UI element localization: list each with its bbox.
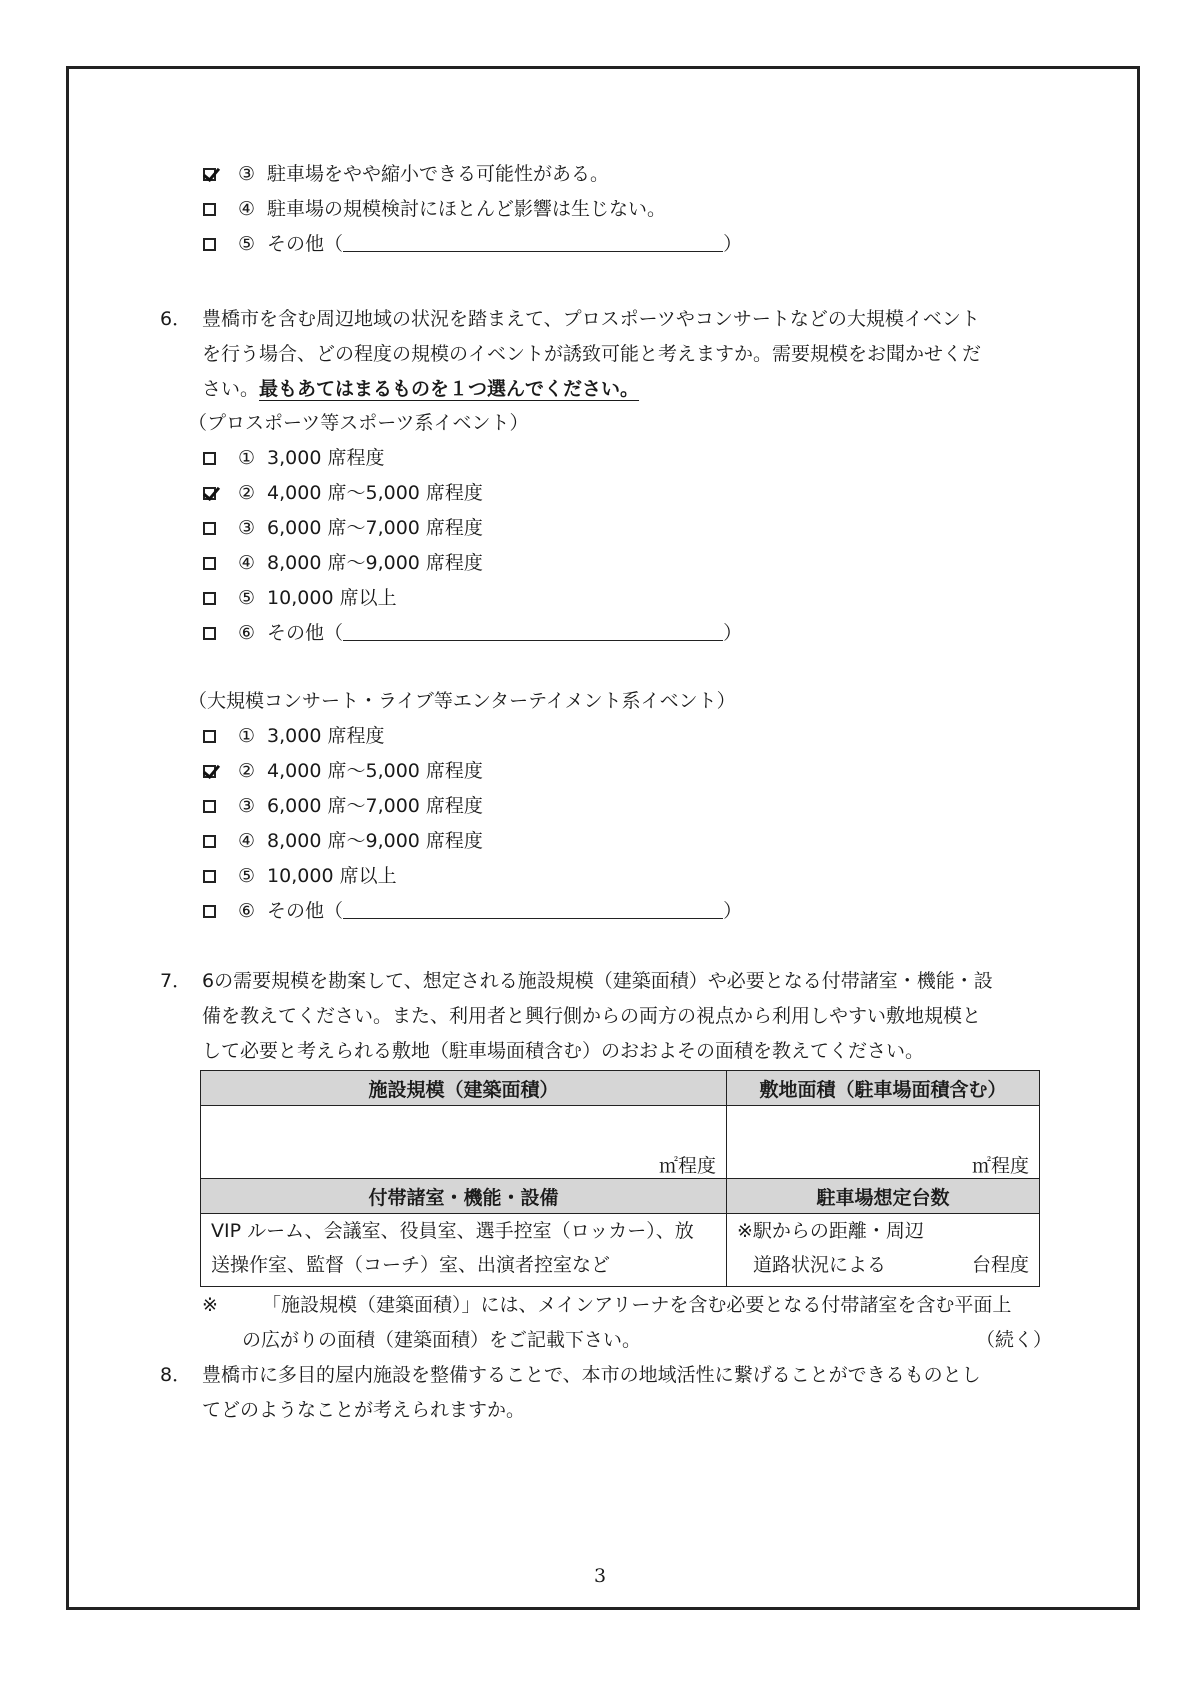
- q6-concert-option-2[interactable]: ② 4,000 席～5,000 席程度: [203, 759, 483, 783]
- q6-concert-option-1[interactable]: ① 3,000 席程度: [203, 724, 384, 748]
- checkbox-icon[interactable]: [203, 592, 216, 605]
- checkbox-icon[interactable]: [203, 452, 216, 465]
- q6-concert-option-3[interactable]: ③ 6,000 席～7,000 席程度: [203, 794, 483, 818]
- q6-text-line2: を行う場合、どの程度の規模のイベントが誘致可能と考えますか。需要規模をお聞かせくだ: [202, 343, 982, 365]
- q6-text-line1: 豊橋市を含む周辺地域の状況を踏まえて、プロスポーツやコンサートなどの大規模イベント: [202, 308, 980, 330]
- header-facilities: 付帯諸室・機能・設備: [201, 1179, 727, 1214]
- continued-label: （続く）: [976, 1329, 1053, 1351]
- checkbox-icon[interactable]: [203, 168, 216, 181]
- checkbox-icon[interactable]: [203, 870, 216, 883]
- q6-sports-option-4[interactable]: ④ 8,000 席～9,000 席程度: [203, 551, 483, 575]
- q6-sports-option-3[interactable]: ③ 6,000 席～7,000 席程度: [203, 516, 483, 540]
- q7-number: 7．: [160, 970, 192, 992]
- q5-option-5[interactable]: ⑤ その他（ ）: [203, 232, 742, 256]
- q6-text-line3: さい。最もあてはまるものを１つ選んでください。: [202, 378, 640, 400]
- checkbox-icon[interactable]: [203, 557, 216, 570]
- q6-sports-option-5[interactable]: ⑤ 10,000 席以上: [203, 586, 397, 610]
- other-input[interactable]: [343, 233, 723, 252]
- q8-number: 8．: [160, 1364, 192, 1386]
- page-number: 3: [594, 1565, 607, 1587]
- header-site-area: 敷地面積（駐車場面積含む）: [727, 1071, 1040, 1106]
- facilities-answer[interactable]: VIP ルーム、会議室、役員室、選手控室（ロッカー）、放 送操作室、監督（コーチ）室、出演者控室など: [201, 1214, 727, 1287]
- note-line1: 「施設規模（建築面積）」には、メインアリーナを含む必要となる付帯諸室を含む平面上: [262, 1294, 1012, 1316]
- parking-answer[interactable]: ※駅からの距離・周辺 道路状況による 台程度: [727, 1214, 1040, 1287]
- q8-text-line1: 豊橋市に多目的屋内施設を整備することで、本市の地域活性に繋げることができるものとし: [202, 1364, 981, 1386]
- checkbox-icon[interactable]: [203, 905, 216, 918]
- checkbox-icon[interactable]: [203, 487, 216, 500]
- checkbox-icon[interactable]: [203, 238, 216, 251]
- q6-concert-option-5[interactable]: ⑤ 10,000 席以上: [203, 864, 397, 888]
- q5-option-3[interactable]: ③ 駐車場をやや縮小できる可能性がある。: [203, 162, 609, 186]
- q6-concert-option-4[interactable]: ④ 8,000 席～9,000 席程度: [203, 829, 483, 853]
- q6-instruction: 最もあてはまるものを１つ選んでください。: [259, 378, 640, 400]
- note-mark: ※: [202, 1294, 218, 1316]
- q6-number: 6．: [160, 308, 192, 330]
- q6-sports-option-2[interactable]: ② 4,000 席～5,000 席程度: [203, 481, 483, 505]
- q8-text-line2: てどのようなことが考えられますか。: [202, 1399, 526, 1421]
- q7-text-line2: 備を教えてください。また、利用者と興行側からの両方の視点から利用しやすい敷地規模と: [202, 1005, 982, 1027]
- q6-concert-option-6[interactable]: ⑥ その他（ ）: [203, 899, 742, 923]
- facility-table: [200, 1070, 1040, 1287]
- checkbox-icon[interactable]: [203, 627, 216, 640]
- checkbox-icon[interactable]: [203, 203, 216, 216]
- q6-sports-option-1[interactable]: ① 3,000 席程度: [203, 446, 384, 470]
- header-facility-scale: 施設規模（建築面積）: [201, 1071, 727, 1106]
- q7-text-line1: 6の需要規模を勘案して、想定される施設規模（建築面積）や必要となる付帯諸室・機能・設: [202, 970, 993, 992]
- q6-sports-heading: （プロスポーツ等スポーツ系イベント）: [188, 412, 529, 434]
- q7-text-line3: して必要と考えられる敷地（駐車場面積含む）のおおよその面積を教えてください。: [202, 1040, 925, 1062]
- header-parking: 駐車場想定台数: [727, 1179, 1040, 1214]
- q6-sports-option-6[interactable]: ⑥ その他（ ）: [203, 621, 742, 645]
- checkbox-icon[interactable]: [203, 730, 216, 743]
- other-input[interactable]: [343, 622, 723, 641]
- facility-scale-input[interactable]: ㎡程度: [201, 1106, 727, 1179]
- q5-option-4[interactable]: ④ 駐車場の規模検討にほとんど影響は生じない。: [203, 197, 666, 221]
- q6-concert-heading: （大規模コンサート・ライブ等エンターテイメント系イベント）: [188, 690, 736, 712]
- checkbox-icon[interactable]: [203, 522, 216, 535]
- other-input[interactable]: [343, 900, 723, 919]
- site-area-input[interactable]: ㎡程度: [727, 1106, 1040, 1179]
- checkbox-icon[interactable]: [203, 800, 216, 813]
- checkbox-icon[interactable]: [203, 835, 216, 848]
- note-line2: の広がりの面積（建築面積）をご記載下さい。: [242, 1329, 642, 1351]
- checkbox-icon[interactable]: [203, 765, 216, 778]
